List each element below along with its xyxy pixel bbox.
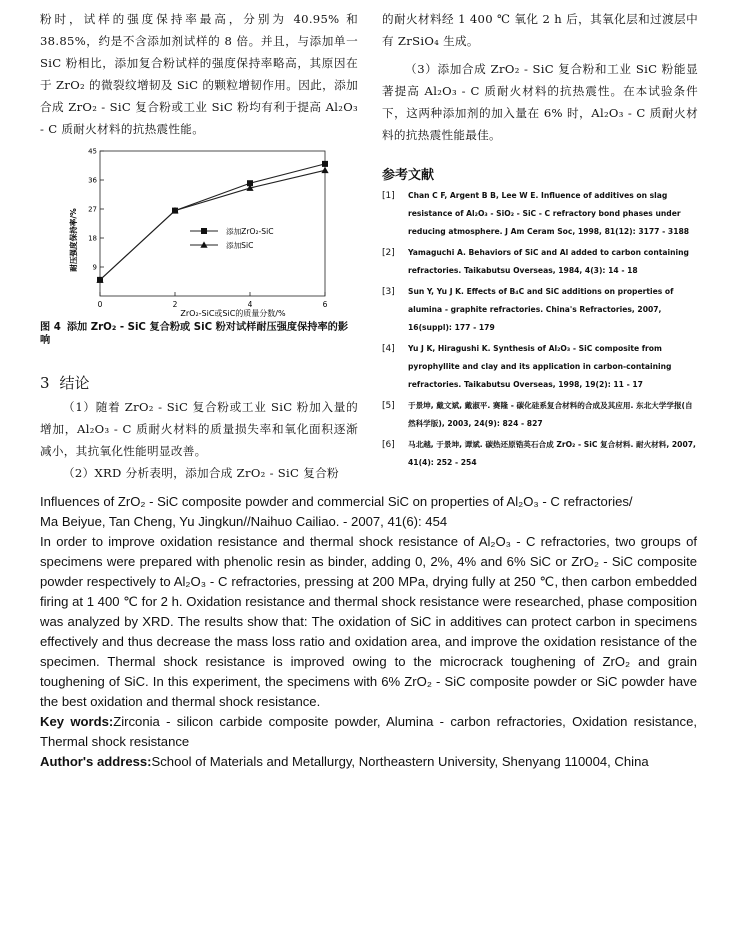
- chart-axes: [88, 148, 328, 310]
- x-tick-label: 0: [97, 300, 103, 309]
- chart-svg: [40, 146, 358, 321]
- y-tick-label: 45: [88, 147, 97, 156]
- x-axis-label: ZrO₂-SiC或SiC的质量分数/%: [180, 309, 286, 318]
- data-point-series-1: [322, 161, 328, 167]
- section-title: 结论: [59, 374, 90, 392]
- legend-label: 添加ZrO₂-SiC: [226, 227, 274, 236]
- abstract-body: In order to improve oxidation resistance and thermal shock resistance of Al₂O₃ - C refractories, two groups of specimens were prepared with phenolic resin as binder, adding 0, 2%, 4% and 6% SiC or ZrO₂ - SiC composite powder respectively to Al₂O₃ - C refractories, pressing at 200 MPa, drying fully at 250 ℃, then carbon embedded firing at 1 400 ℃ for 2 h. Oxidation resistance and thermal shock resistance were researched, phase composition was analyzed by XRD. The results show that: The oxidation of SiC in additives can protect carbon in specimens effectively and thus decrease the mass loss ratio and oxidation area, and improve the oxidation resistance of the specimen. Thermal shock resistance is improved owing to the microcrack toughening of ZrO₂ and grain toughening of SiC. In this experiment, the specimens with 6% ZrO₂ - SiC composite powder or SiC powder have the best oxidation and thermal shock resistance.: [40, 534, 697, 709]
- abstract-address: [40, 752, 697, 772]
- section-heading-conclusion: [40, 372, 358, 393]
- x-tick-label: 4: [247, 300, 253, 309]
- conclusion-2-continued: 的耐火材料经 1 400 ℃ 氧化 2 h 后，其氧化层和过渡层中有 ZrSiO₄ 生成。: [382, 12, 698, 48]
- y-axis-label: 耐压强度保持率/%: [69, 208, 78, 272]
- keywords-text: Zirconia - silicon carbide composite powder, Alumina - carbon refractories, Oxidation resistance, Thermal shock resistance: [40, 714, 697, 749]
- reference-text: Yu J K, Hiragushi K. Synthesis of Al₂O₃ - SiC composite from pyrophyllite and clay and its application in carbon-containing refractories. Taikabutsu Overseas, 1998, 19(2): 11 - 17: [408, 344, 672, 389]
- references-heading: 参考文献: [382, 168, 435, 183]
- reference-text: Yamaguchi A. Behaviors of SiC and Al added to carbon containing refractories. Taikabutsu Overseas, 1984, 4(3): 14 - 18: [408, 248, 689, 275]
- reference-text: 于景坤, 戴文斌, 戴淑平. 赛隆 - 碳化硅系复合材料的合成及其应用. 东北大学学报(自然科学版), 2003, 24(9): 824 - 827: [408, 401, 693, 428]
- reference-number: [2]: [382, 248, 395, 258]
- y-tick-label: 27: [88, 205, 97, 214]
- legend-marker: [201, 228, 207, 234]
- reference-item: [382, 244, 698, 280]
- reference-item: [382, 283, 698, 337]
- address-text: School of Materials and Metallurgy, Northeastern University, Shenyang 110004, China: [151, 754, 649, 769]
- figure-caption-number: 图 4: [40, 322, 61, 333]
- figure-caption: [40, 321, 358, 347]
- reference-number: [4]: [382, 344, 395, 354]
- x-tick-label: 2: [172, 300, 178, 309]
- y-tick-label: 18: [88, 234, 97, 243]
- keywords-label: Key words:: [40, 714, 114, 729]
- reference-item: [382, 340, 698, 394]
- abstract-authors: Ma Beiyue, Tan Cheng, Yu Jingkun//Naihuo Cailiao. - 2007, 41(6): 454: [40, 514, 448, 529]
- reference-number: [5]: [382, 401, 395, 411]
- address-label: Author's address:: [40, 754, 152, 769]
- reference-item: [382, 436, 698, 472]
- y-tick-label: 9: [92, 263, 97, 272]
- section-number: 3: [40, 374, 50, 392]
- series-line-1: [100, 164, 325, 280]
- series-line-2: [100, 170, 325, 280]
- conclusion-1: （1）随着 ZrO₂ - SiC 复合粉或工业 SiC 粉加入量的增加，Al₂O₃ - C 质耐火材料的质量损失率和氧化面积逐渐减小，其抗氧化性能明显改善。: [40, 400, 358, 458]
- y-tick-label: 36: [88, 176, 97, 185]
- reference-number: [6]: [382, 440, 395, 450]
- figure-4-chart: [40, 146, 358, 321]
- x-tick-label: 6: [322, 300, 328, 309]
- reference-text: Chan C F, Argent B B, Lee W E. Influence of additives on slag resistance of Al₂O₃ - SiO₂ - SiC - C refractory bond phases under reducing atmosphere. J Am Ceram Soc, 1998, 81(12): 3177 - 3188: [408, 191, 690, 236]
- reference-number: [3]: [382, 287, 395, 297]
- reference-text: Sun Y, Yu J K. Effects of B₄C and SiC additions on properties of alumina - graphite refractories. China's Refractories, 2007, 16(suppl): 177 - 179: [408, 287, 674, 332]
- references-list: [382, 187, 698, 472]
- reference-item: [382, 397, 698, 433]
- conclusion-2: （2）XRD 分析表明，添加合成 ZrO₂ - SiC 复合粉: [63, 466, 339, 480]
- english-abstract: [40, 492, 697, 772]
- legend-label: 添加SiC: [226, 241, 254, 250]
- abstract-title: Influences of ZrO₂ - SiC composite powder and commercial SiC on properties of Al₂O₃ - C refractories/: [40, 494, 633, 509]
- chart-legend: [190, 226, 274, 250]
- right-column: [382, 8, 698, 475]
- figure-caption-text: 添加 ZrO₂ - SiC 复合粉或 SiC 粉对试样耐压强度保持率的影响: [40, 322, 349, 346]
- paragraph-strength-retention: 粉时，试样的强度保持率最高，分别为 40.95% 和 38.85%，约是不含添加剂试样的 8 倍。并且，与添加单一 SiC 粉相比，添加复合粉试样的强度保持率略高，其原因在于 ZrO₂ 的微裂纹增韧及 SiC 的颗粒增韧作用。因此，添加合成 ZrO₂ - SiC 复合粉或工业 SiC 粉均有利于提高 Al₂O₃ - C 质耐火材料的抗热震性能。: [40, 12, 358, 136]
- abstract-keywords: [40, 712, 697, 752]
- reference-item: [382, 187, 698, 241]
- reference-number: [1]: [382, 191, 395, 201]
- chart-marks: [96, 161, 328, 283]
- left-column: [40, 8, 358, 484]
- data-point-series-2: [321, 167, 328, 173]
- reference-text: 马北越, 于景坤, 谭斌. 碳热还原锆英石合成 ZrO₂ - SiC 复合材料. 耐火材料, 2007, 41(4): 252 - 254: [408, 440, 696, 467]
- conclusion-3: （3）添加合成 ZrO₂ - SiC 复合粉和工业 SiC 粉能显著提高 Al₂O₃ - C 质耐火材料的抗热震性。在本试验条件下，这两种添加剂的加入量在 6% 时，Al₂O₃ - C 质耐火材料的抗热震性能最佳。: [382, 62, 698, 142]
